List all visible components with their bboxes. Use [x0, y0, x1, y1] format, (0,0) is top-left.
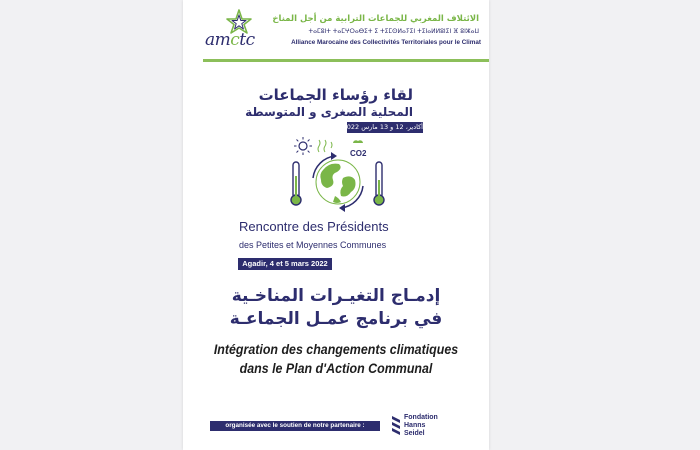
logo-wordmark: amctc: [205, 30, 255, 50]
theme-french-line1: Intégration des changements climatiques: [213, 342, 459, 357]
event-date-french: Agadir, 4 et 5 mars 2022: [238, 258, 332, 270]
header-french-name: Alliance Marocaine des Collectivités Territoriales pour le Climat: [291, 39, 481, 46]
partner-name-line3: Seidel: [404, 430, 425, 437]
event-date-arabic: أكادير، 12 و 13 مارس 2022: [342, 123, 423, 131]
event-title-french: Rencontre des Présidents: [239, 219, 389, 234]
header-divider: [203, 59, 489, 62]
partner-name-line2: Hanns: [404, 422, 426, 429]
partner-name-line1: Fondation: [404, 414, 438, 421]
theme-arabic-line2: في برنامج عمـل الجماعـة: [229, 309, 443, 329]
co2-label: CO2: [350, 149, 367, 158]
foundation-logo-icon: [390, 414, 402, 438]
cloud-icon: [353, 140, 363, 143]
event-subtitle-arabic: المحلية الصغرى و المتوسطة: [245, 105, 413, 119]
header-tifinagh-name: ⵜⴰⵎⵓⵏⵜ ⵜⴰⵎⵖⵔⴰⴱⵉⵜ ⵉ ⵜⵉⵎⵙⵍⴰⵢⵉⵏ ⵜⵉⵏⴰⵍⵍⵓⵏⵉⵏ ⴼ ⵓⵏⵣⴰⵡ: [308, 28, 479, 35]
header: [183, 0, 489, 66]
theme-french-line2: dans le Plan d'Action Communal: [239, 361, 433, 376]
support-banner: organisée avec le soutien de notre partenaire :: [210, 421, 380, 431]
heat-lines-icon: [318, 140, 332, 152]
event-subtitle-french: des Petites et Moyennes Communes: [239, 240, 387, 250]
theme-arabic-line1: إدمـاج التغيـرات المناخـية: [231, 286, 441, 306]
poster-page: [183, 0, 489, 450]
climate-illustration: [287, 134, 389, 220]
thermometer-icon: [291, 162, 301, 205]
event-title-arabic: لقاء رؤساء الجماعات: [258, 86, 413, 104]
header-arabic-name: الائتلاف المغربي للجماعات الترابية من أجل المناخ: [272, 14, 479, 24]
partner-name: [404, 414, 464, 438]
thermometer-icon-right: [374, 162, 384, 205]
earth-icon: [316, 160, 360, 204]
sun-icon: [294, 137, 312, 155]
